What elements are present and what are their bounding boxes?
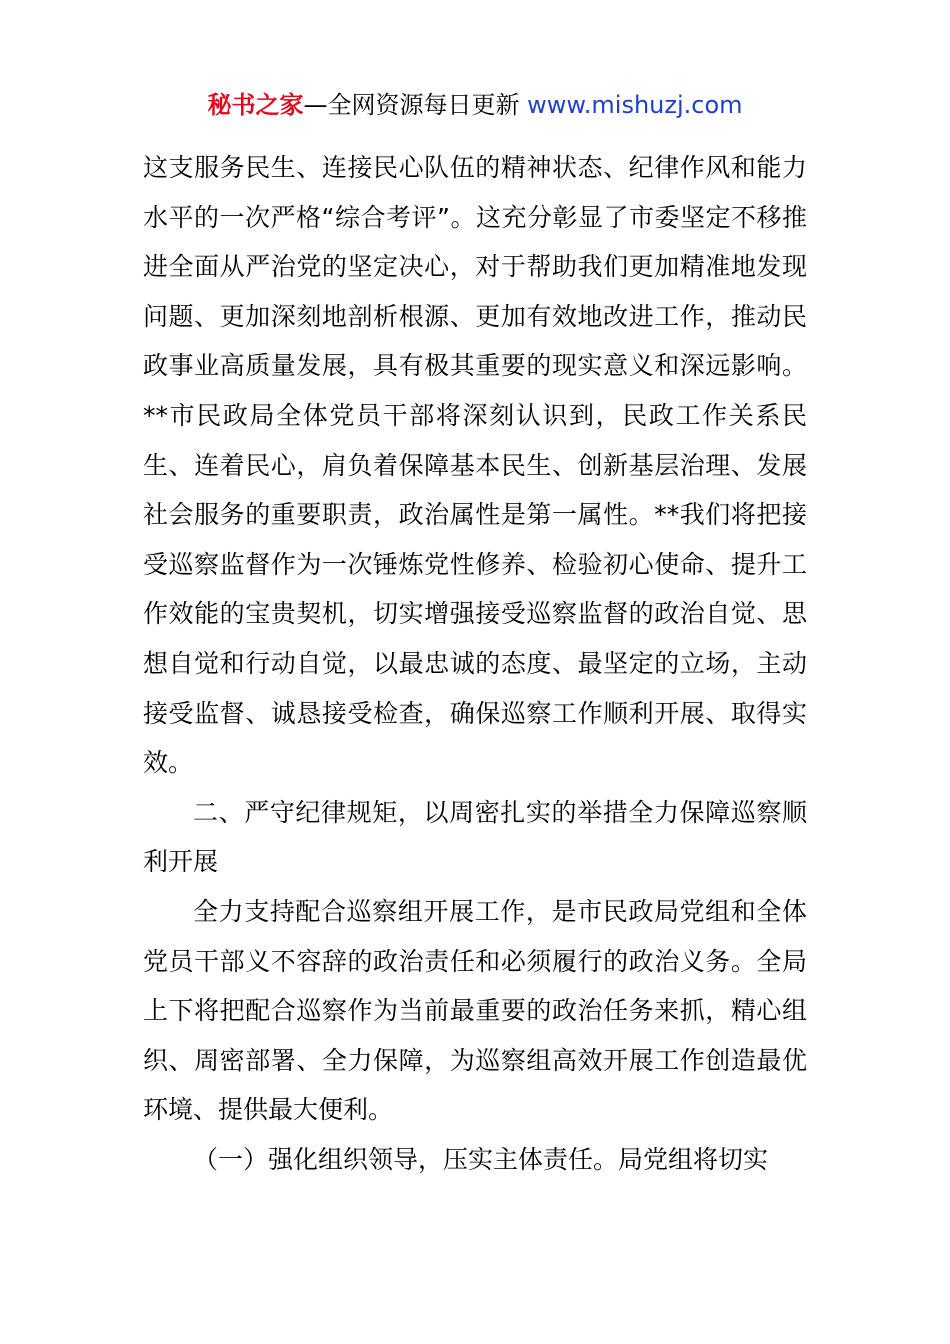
subsection-paragraph: （一）强化组织领导，压实主体责任。局党组将切实 [193, 1144, 769, 1174]
section-heading: 二、严守纪律规矩，以周密扎实的举措全力保障巡察顺利开展 [143, 797, 807, 877]
site-url-link[interactable]: www.mishuzj.com [527, 91, 743, 119]
body-paragraph: 全力支持配合巡察组开展工作，是市民政局党组和全体党员干部义不容辞的政治责任和必须履行的政治义务。全局上下将把配合巡察作为当前最重要的政治任务来抓，精心组织、周密部署、全力保障，为巡察组高效开展工作创造最优环境、提供最大便利。 [143, 896, 807, 1125]
document-body [143, 143, 807, 1184]
site-slogan: —全网资源每日更新 [303, 91, 528, 119]
site-header [0, 88, 950, 122]
body-paragraph-continued: 这支服务民生、连接民心队伍的精神状态、纪律作风和能力水平的一次严格“综合考评”。这充分彰显了市委坚定不移推进全面从严治党的坚定决心，对于帮助我们更加精准地发现问题、更加深刻地剖析根源、更加有效地改进工作，推动民政事业高质量发展，具有极其重要的现实意义和深远影响。**市民政局全体党员干部将深刻认识到，民政工作关系民生、连着民心，肩负着保障基本民生、创新基层治理、发展社会服务的重要职责，政治属性是第一属性。**我们将把接受巡察监督作为一次锤炼党性修养、检验初心使命、提升工作效能的宝贵契机，切实增强接受巡察监督的政治自觉、思想自觉和行动自觉，以最忠诚的态度、最坚定的立场，主动接受监督、诚恳接受检查，确保巡察工作顺利开展、取得实效。 [143, 153, 807, 778]
site-brand: 秘书之家 [207, 91, 304, 119]
